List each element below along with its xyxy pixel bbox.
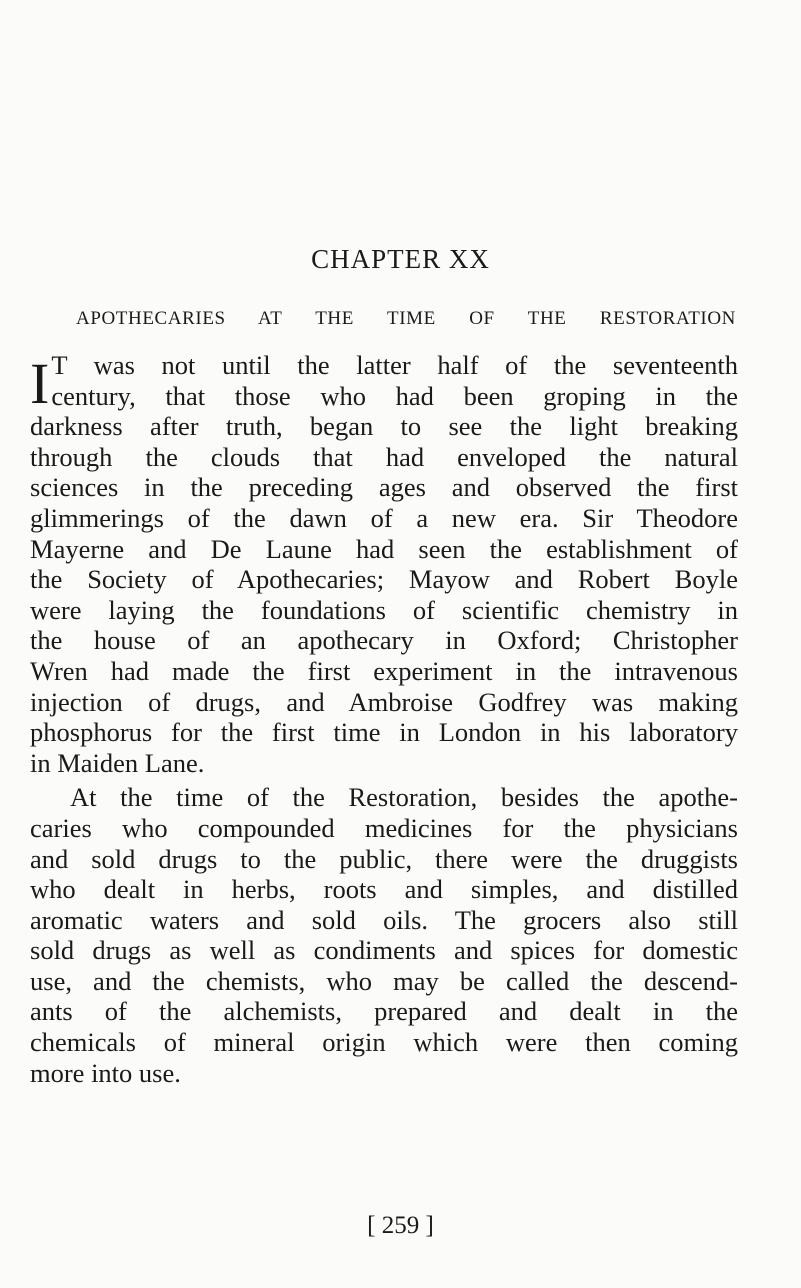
drop-cap: I [30,351,50,416]
text-line: aromatic waters and sold oils. The grocers also still [30,904,738,935]
chapter-heading: CHAPTER XX [311,244,490,274]
text-line: through the clouds that had enveloped the natural [30,441,738,472]
text-line: chemicals of mineral origin which were then coming [30,1027,738,1058]
text-line: T was not until the latter half of the seventeenth [51,350,738,380]
text-line: glimmerings of the dawn of a new era. Sir Theodore [30,502,738,533]
text-line: Wren had made the first experiment in the intravenous [30,655,738,686]
text-line: injection of drugs, and Ambroise Godfrey was making [30,686,738,717]
text-line: At the time of the Restoration, besides the apothe- [70,782,738,813]
text-line: more into use. [30,1057,181,1088]
page-number: [ 259 ] [367,1212,434,1239]
text-line: caries who compounded medicines for the physicians [30,812,738,843]
text-line: and sold drugs to the public, there were the druggists [30,843,738,874]
text-line: phosphorus for the first time in London in his laboratory [30,717,738,748]
text-line: use, and the chemists, who may be called the descend- [30,965,738,996]
text-line: who dealt in herbs, roots and simples, and distilled [30,874,738,905]
text-line: sciences in the preceding ages and observed the first [30,472,738,503]
text-line: were laying the foundations of scientific chemistry in [30,594,738,625]
paragraph-1 [30,350,738,778]
body-text [30,350,738,1088]
text-line: ants of the alchemists, prepared and dealt in the [30,996,738,1027]
text-line: Mayerne and De Laune had seen the establishment of [30,533,738,564]
chapter-subtitle: APOTHECARIES AT THE TIME OF THE RESTORATION [76,308,736,329]
text-line: sold drugs as well as condiments and spices for domestic [30,935,738,966]
text-line: the house of an apothecary in Oxford; Christopher [30,625,738,656]
text-line: century, that those who had been groping in the [51,380,738,411]
paragraph-2 [30,782,738,1088]
text-line: the Society of Apothecaries; Mayow and Robert Boyle [30,564,738,595]
text-line: in Maiden Lane. [30,747,205,778]
text-line: darkness after truth, began to see the light breaking [30,411,738,442]
